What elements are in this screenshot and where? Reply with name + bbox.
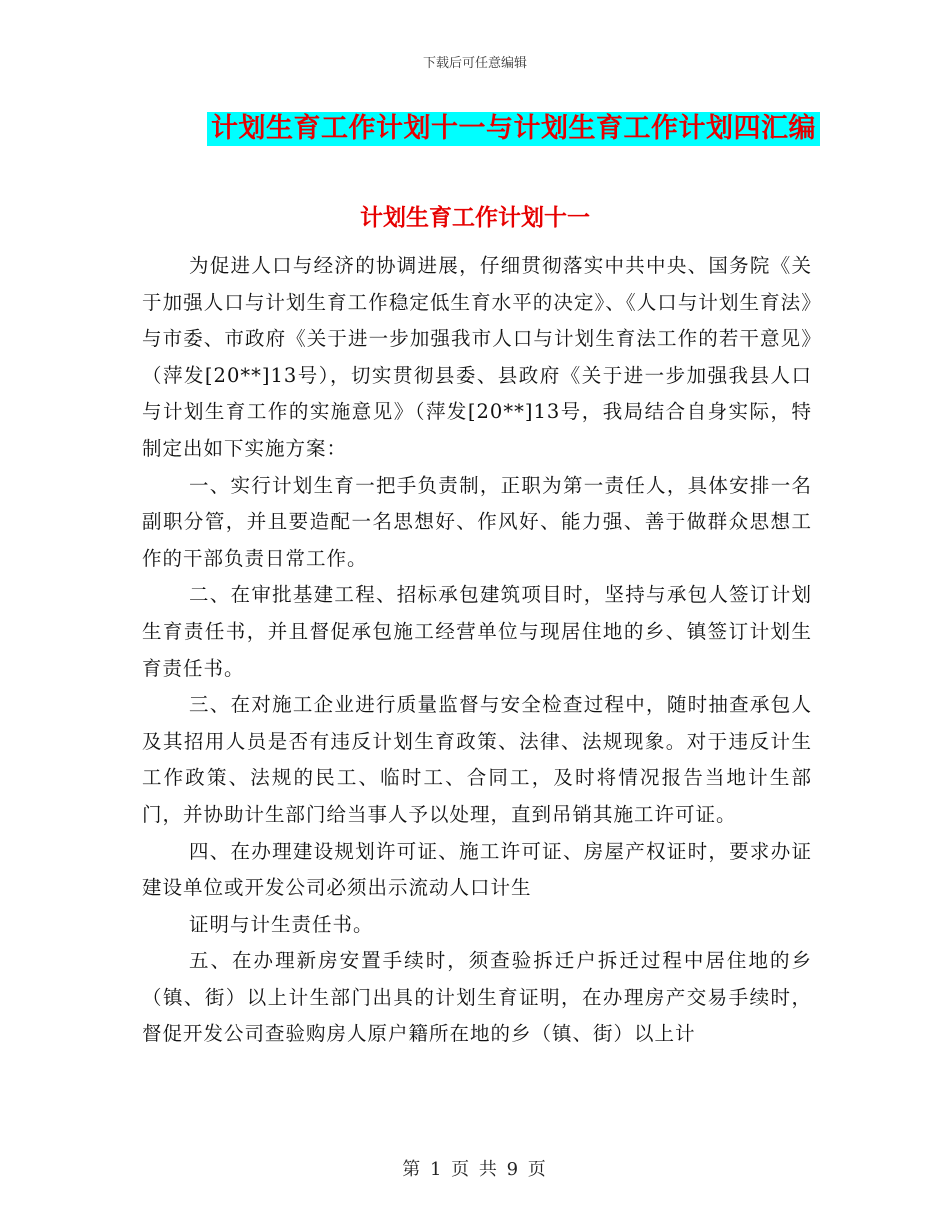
paragraph-item-2: 二、在审批基建工程、招标承包建筑项目时，坚持与承包人签订计划生育责任书，并且督促承包施工经营单位与现居住地的乡、镇签订计划生育责任书。 [142,583,812,680]
paragraph-item-3: 三、在对施工企业进行质量监督与安全检查过程中，随时抽查承包人及其招用人员是否有违反计划生育政策、法律、法规现象。对于违反计生工作政策、法规的民工、临时工、合同工，及时将情况报告当地计生部门，并协助计生部门给当事人予以处理，直到吊销其施工许可证。 [142,693,812,826]
paragraph-item-4-continued: 证明与计生责任书。 [189,912,374,936]
paragraph-item-1: 一、实行计划生育一把手负责制，正职为第一责任人，具体安排一名副职分管，并且要造配一名思想好、作风好、能力强、善于做群众思想工作的干部负责日常工作。 [142,473,812,570]
header-note: 下载后可任意编辑 [422,56,527,71]
paragraph-intro: 为促进人口与经济的协调进展，仔细贯彻落实中共中央、国务院《关于加强人口与计划生育工作稳定低生育水平的决定》、《人口与计划生育法》与市委、市政府《关于进一步加强我市人口与计划生育法工作的若干意见》（萍发[20**]13号），切实贯彻县委、县政府《关于进一步加强我县人口与计划生育工作的实施意见》（萍发[20**]13号，我局结合自身实际，特制定出如下实施方案： [142,254,812,460]
document-title: 计划生育工作计划十一与计划生育工作计划四汇编 [207,112,820,146]
paragraph-item-4: 四、在办理建设规划许可证、施工许可证、房屋产权证时，要求办证建设单位或开发公司必须出示流动人口计生 [142,839,812,900]
section-title: 计划生育工作计划十一 [360,205,590,231]
document-body [142,248,812,1053]
page-number-footer: 第 1 页 共 9 页 [402,1159,548,1180]
paragraph-item-5: 五、在办理新房安置手续时，须查验拆迁户拆迁过程中居住地的乡（镇、街）以上计生部门出具的计划生育证明，在办理房产交易手续时，督促开发公司查验购房人原户籍所在地的乡（镇、街）以上计 [142,949,812,1046]
